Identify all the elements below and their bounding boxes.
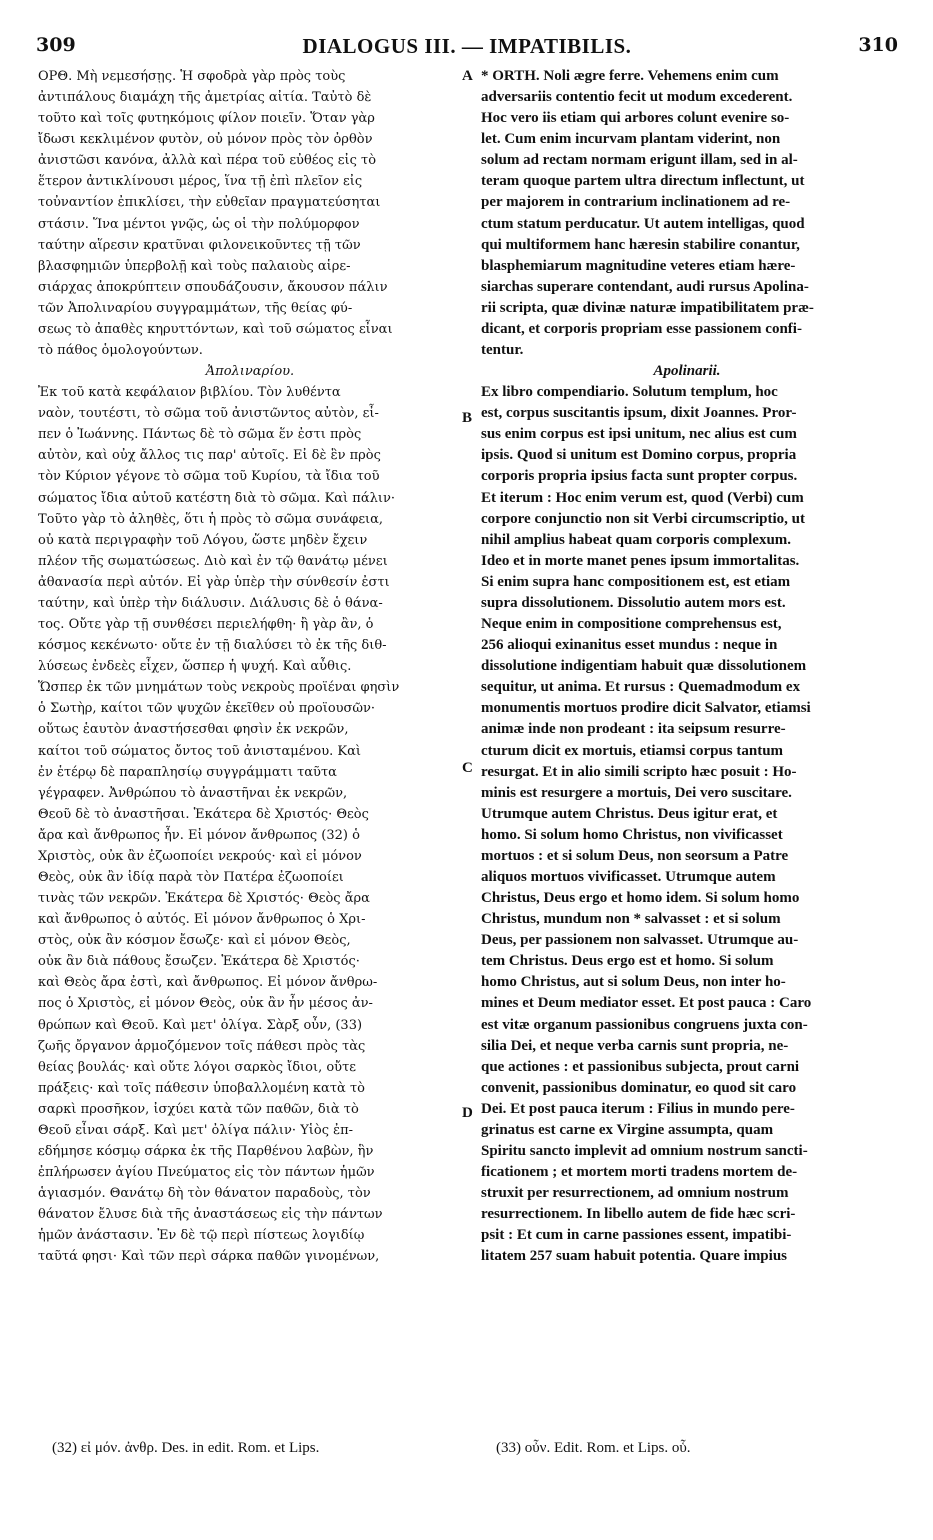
text-line: tem Christus. Deus ergo est et homo. Si solum [481, 953, 774, 970]
text-line: est, corpus suscitantis ipsum, dixit Joannes. Pror- [481, 405, 797, 422]
text-line: sequitur, ut anima. Et rursus : Quemadmodum ex [481, 679, 801, 696]
text-line: τὸν Κύριον γέγονε τὸ σῶμα τοῦ Κυρίου, τὰ ἴδια τοῦ [38, 469, 380, 485]
text-line: per majorem in contrarium inclinationem ad re- [481, 194, 791, 211]
text-line: corporis propria ipsius facta sunt propter corpus. [481, 468, 798, 485]
text-line: dissolutione indigentiam habuit quæ dissolutionem [481, 658, 807, 675]
text-line: ἴδωσι κεκλιμένον φυτὸν, οὐ μόνον πρὸς τὸν ὀρθὸν [38, 132, 373, 148]
text-line: θείας βουλάς· καὶ οὔτε λόγοι σαρκὸς ἴδιοι, οὔτε [38, 1059, 356, 1075]
section-marker-a: A [462, 68, 473, 84]
text-line: τῶν Ἀπολιναρίου συγγραμμάτων, τῆς θείας φύ- [38, 300, 353, 316]
text-line: σαρκὶ προσῆκον, ἰσχύει κατὰ τῶν παθῶν, διὰ τὸ [38, 1101, 359, 1117]
text-line: βλασφημιῶν ὑπερβολῇ καὶ τοὺς παλαιοὺς αἱρε- [38, 258, 351, 274]
text-line: ἕτερον ἀντικλίνουσι μέρος, ἵνα τῇ ἐπὶ πλεῖον εἰς [38, 174, 363, 190]
text-line: mortuos : et si solum Deus, non seorsum a Patre [481, 847, 789, 864]
text-line: Χριστὸς, οὐκ ἂν ἐζωοποίει νεκρούς· καὶ εἰ μόνον [38, 848, 362, 864]
text-line: grinatus est carne ex Virgine assumpta, quam [481, 1121, 774, 1138]
text-line: Θεοῦ εἶναι σάρξ. Καὶ μετ' ὀλίγα πάλιν· Υἱὸς ἐπ- [38, 1122, 354, 1138]
text-line: στάσιν. Ἵνα μέντοι γνῷς, ὡς οἱ τὴν πολύμορφον [38, 216, 360, 232]
text-line: ΟΡΘ. Μὴ νεμεσήσῃς. Ἡ σφοδρὰ γὰρ πρὸς τοὺς [38, 69, 346, 84]
text-line: cturum dicit ex mortuis, etiamsi corpus tantum [481, 742, 784, 759]
text-line: qui multiformem hanc hæresin stabilire conantur, [481, 236, 800, 253]
text-line: πεν ὁ Ἰωάννης. Πάντως δὲ τὸ σῶμα ἕν ἐστι πρὸς [38, 427, 362, 443]
text-line: ζωῆς ὄργανον ἁρμοζόμενον τοῖς πάθεσι πρὸς τὰς [38, 1038, 366, 1054]
page-header [36, 34, 898, 62]
text-line: ctum statum perducatur. Ut autem intelligas, quod [481, 215, 805, 232]
text-line: Θεοῦ δὲ τὸ ἀναστῆσαι. Ἑκάτερα δὲ Χριστός· Θεὸς [38, 806, 369, 822]
text-line: ἐν ἑτέρῳ δὲ παραπλησίῳ συγγράμματι ταῦτα [38, 764, 337, 780]
right-page-number: 310 [858, 34, 898, 56]
text-line: ταύτην, καὶ ὑπὲρ τὴν διάλυσιν. Διάλυσις δὲ ὁ θάνα- [38, 595, 383, 611]
text-line: καίτοι τοῦ σώματος ὄντος τοῦ ἀνισταμένου. Καὶ [38, 743, 361, 759]
text-line: adversariis contentio fecit ut modum excederent. [481, 89, 793, 106]
text-line: οὐ κατὰ περιγραφὴν τοῦ Λόγου, ὥστε μηδὲν ἔχειν [38, 532, 368, 548]
text-line: ναὸν, τουτέστι, τὸ σῶμα τοῦ ἀνιστῶντος αὐτὸν, εἶ- [38, 406, 379, 422]
text-line: struxit per resurrectionem, ad omnium nostrum [481, 1185, 789, 1202]
text-line: Christus, Deus ergo et homo idem. Si solum homo [481, 890, 800, 907]
text-line: κόσμος κεκένωτο· οὔτε ἐν τῇ διαλύσει τὸ ἐκ τῆς διθ- [38, 638, 387, 654]
text-line: blasphemiarum magnitudine veteres etiam hære- [481, 257, 796, 274]
text-line: ἀντιπάλους διαμάχη τῆς ἀμετρίας αἰτία. Ταὐτὸ δὲ [38, 90, 372, 106]
text-line: tentur. [481, 342, 524, 359]
text-line: minis est resurgere a mortuis, Dei vero suscitare. [481, 784, 792, 801]
text-line: rii scripta, quæ divinæ naturæ impatibilitatem præ- [481, 299, 814, 316]
text-line: θρώπων καὶ Θεοῦ. Καὶ μετ' ὀλίγα. Σὰρξ οὖν, (33) [38, 1017, 363, 1033]
text-line: animæ inde non prodeant : ita seipsum resurre- [481, 721, 786, 738]
text-line: Spiritu sancto implevit ad omnium nostrum sancti- [481, 1142, 808, 1159]
greek-column [38, 66, 462, 1267]
text-line: homo Christus, aut si solum Deus, non inter ho- [481, 974, 786, 991]
text-line: θάνατον ἔλυσε διὰ τῆς ἀναστάσεως εἰς τὴν πάντων [38, 1207, 383, 1223]
text-line: τοῦτο καὶ τοῖς φυτηκόμοις φίλον ποιεῖν. Ὅταν γὰρ [38, 111, 375, 127]
section-marker-c: C [462, 760, 473, 776]
text-line: resurrectionem. In libello autem de fide hæc scri- [481, 1206, 796, 1223]
text-line: ὁ Σωτὴρ, καίτοι τῶν ψυχῶν ἐκεῖθεν οὐ προϊουσῶν· [38, 701, 376, 717]
text-line: solum ad rectam normam erigunt illam, sed in al- [481, 152, 798, 169]
text-line: οὕτως ἑαυτὸν ἀναστήσεσθαι φησὶν ἐκ νεκρῶν, [38, 722, 349, 738]
text-line: convenit, passionibus dominatur, eo quod sit caro [481, 1079, 797, 1096]
text-line: Utrumque autem Christus. Deus igitur erat, et [481, 805, 778, 822]
text-line: λύσεως ἐνδεὲς εἶχεν, ὥσπερ ἡ ψυχή. Καὶ αὖθις. [38, 659, 352, 675]
text-line: Si enim supra hanc compositionem est, est etiam [481, 573, 791, 590]
text-line: εδήμησε κόσμῳ σάρκα ἐκ τῆς Παρθένου λαβὼν, ἣν [38, 1143, 374, 1159]
text-line: sus enim corpus est ipsi unitum, nec alius est cum [481, 426, 797, 443]
text-line: σώματος ἴδια αὐτοῦ κατέστη διὰ τὸ σῶμα. Καὶ πάλιν· [38, 490, 395, 506]
text-line: καὶ Θεὸς ἄρα ἐστὶ, καὶ ἄνθρωπος. Εἰ μόνον ἄνθρω- [38, 975, 378, 991]
text-line: silia Dei, et neque verba carnis sunt propria, ne- [481, 1037, 789, 1054]
text-line: mines et Deum mediator esset. Et post pauca : Caro [481, 995, 812, 1012]
text-line: * ORTH. Noli ægre ferre. Vehemens enim cum [481, 68, 779, 84]
text-line: πος ὁ Χριστὸς, εἰ μόνον Θεὸς, οὐκ ἂν ἦν μέσος ἀν- [38, 996, 373, 1012]
section-marker-b: B [462, 410, 473, 426]
text-line: αὐτὸν, καὶ οὐχ ἄλλος τις παρ' αὐτοῖς. Εἰ δὲ ἓν πρὸς [38, 448, 381, 464]
text-line: ἄρα καὶ ἄνθρωπος ἦν. Εἰ μόνον ἄνθρωπος (32) ὁ [38, 827, 360, 843]
text-line: ficationem ; et mortem morti tradens mortem de- [481, 1164, 798, 1181]
text-line: ταῦτά φησι· Καὶ τῶν περὶ σάρκα παθῶν γινομένων, [38, 1249, 380, 1265]
text-line: litatem 257 suam habuit potentia. Quare impius [481, 1248, 787, 1265]
text-line: Ὥσπερ ἐκ τῶν μνημάτων τοὺς νεκροὺς προϊέναι φησὶν [38, 680, 400, 696]
section-marker-d: D [462, 1105, 473, 1121]
text-line: dicant, et corporis propriam esse passionem confi- [481, 320, 802, 337]
text-line: Ideo et in morte manet penes ipsum immortalitas. [481, 552, 800, 569]
text-line: Neque enim in compositione comprehensus est, [481, 616, 782, 633]
text-line: resurgat. Et in alio simili scripto hæc posuit : Ho- [481, 763, 797, 780]
text-line: Hoc vero iis etiam qui arbores colunt evenire so- [481, 110, 790, 127]
text-line: 256 alioqui exinanitus esset mundus : neque in [481, 637, 778, 654]
footnote-left: (32) εἰ μόν. ἀνθρ. Des. in edit. Rom. et Lips. [52, 1440, 320, 1456]
text-line: Ἀπολιναρίου. [205, 364, 295, 380]
text-line: στὸς, οὐκ ἂν κόσμον ἔσωζε· καὶ εἰ μόνον Θεὸς, [38, 933, 351, 949]
text-line: Ex libro compendiario. Solutum templum, hoc [481, 384, 778, 401]
text-line: ἀνιστῶσι κανόνα, ἀλλὰ καὶ πέρα τοῦ εὐθέος εἰς τὸ [38, 153, 377, 169]
text-line: πράξεις· καὶ τοῖς πάθεσιν ὑποβαλλομένη κατὰ τὸ [38, 1080, 365, 1096]
text-line: nihil amplius habeat quam corporis complexum. [481, 531, 792, 548]
text-line: Τοῦτο γὰρ τὸ ἀληθὲς, ὅτι ἡ πρὸς τὸ σῶμα συνάφεια, [38, 511, 384, 527]
text-line: Ἐκ τοῦ κατὰ κεφάλαιον βιβλίου. Τὸν λυθέντα [38, 385, 341, 401]
text-line: corpore conjunctio non sit Verbi circumscriptio, ut [481, 510, 806, 527]
text-line: monumentis mortuos prodire dicit Salvator, etiamsi [481, 700, 811, 717]
text-line: teram quoque partem ultra directum inflectunt, ut [481, 173, 805, 190]
running-title: DIALOGUS III. — IMPATIBILIS. [302, 34, 632, 58]
text-line: Apolinarii. [653, 363, 721, 380]
text-line: ἀθανασία περὶ αὐτόν. Εἰ γὰρ ὑπὲρ τὴν σύνθεσίν ἐστι [38, 574, 390, 590]
text-line: que actiones : et passionibus subjecta, prout carni [481, 1058, 800, 1075]
text-line: Et iterum : Hoc enim verum est, quod (Verbi) cum [481, 489, 804, 506]
footnote-right: (33) οὖν. Edit. Rom. et Lips. οὗ. [496, 1440, 691, 1456]
text-line: ἐπλήρωσεν ἁγίου Πνεύματος εἰς τὸν πάντων ἡμῶν [38, 1165, 375, 1181]
text-line: Deus, per passionem non salvasset. Utrumque au- [481, 932, 799, 949]
text-line: ἁγιασμόν. Θανάτῳ δὴ τὸν θάνατον παραδοὺς, τὸν [38, 1186, 371, 1202]
text-line: σιάρχας ἀποκρύπτειν σπουδάζουσιν, ἄκουσον πάλιν [38, 279, 388, 295]
text-line: τὸ πάθος ὁμολογούντων. [38, 343, 203, 359]
text-line: aliquos mortuos vivificasset. Utrumque autem [481, 868, 776, 885]
text-line: Θεὸς, οὐκ ἂν ἰδίᾳ παρὰ τὸν Πατέρα ἐζωοποίει [38, 869, 344, 885]
text-line: est vitæ organum passionibus congruens juxta con- [481, 1016, 808, 1033]
text-line: γέγραφεν. Ἀνθρώπου τὸ ἀναστῆναι ἐκ νεκρῶν, [38, 785, 348, 801]
text-line: οὐκ ἂν διὰ πάθους ἔσωζεν. Ἑκάτερα δὲ Χριστός· [38, 954, 360, 970]
text-line: homo. Si solum homo Christus, non vivificasset [481, 826, 783, 843]
text-line: Christus, mundum non * salvasset : et si solum [481, 911, 781, 928]
text-line: τος. Οὔτε γὰρ τῇ συνθέσει περιελήφθη· ἢ γὰρ ἂν, ὁ [38, 617, 374, 633]
text-line: supra dissolutionem. Dissolutio autem mors est. [481, 594, 786, 611]
text-line: ipsis. Quod si unitum est Domino corpus, propria [481, 447, 797, 464]
text-line: siarchas superare contendant, audi rursus Apolina- [481, 278, 809, 295]
left-page-number: 309 [36, 34, 76, 56]
text-line: ἡμῶν ἀνάστασιν. Ἐν δὲ τῷ περὶ πίστεως λογιδίῳ [38, 1228, 365, 1244]
text-line: σεως τὸ ἀπαθὲς κηρυττόντων, καὶ τοῦ σώματος εἶναι [38, 321, 393, 337]
text-line: καὶ ἄνθρωπος ὁ αὐτός. Εἰ μόνον ἄνθρωπος ὁ Χρι- [38, 912, 366, 928]
text-line: let. Cum enim incurvam plantam viderint, non [481, 131, 781, 148]
text-line: τοὐναντίον ἐπικλίσει, τὴν εὐθεῖαν πραγματεύσηται [38, 195, 381, 211]
text-line: Dei. Et post pauca iterum : Filius in mundo pere- [481, 1100, 795, 1117]
text-line: τινὰς τῶν νεκρῶν. Ἑκάτερα δὲ Χριστός· Θεὸς ἄρα [38, 891, 370, 907]
text-line: psit : Et cum in carne passiones essent, impatibi- [481, 1227, 792, 1244]
latin-column [481, 66, 893, 1267]
text-line: πλέον τῆς σωματώσεως. Διὸ καὶ ἐν τῷ θανάτῳ μένει [38, 553, 388, 569]
text-line: ταύτην αἵρεσιν κρατῦναι φιλονεικοῦντες τῇ τῶν [38, 237, 361, 253]
